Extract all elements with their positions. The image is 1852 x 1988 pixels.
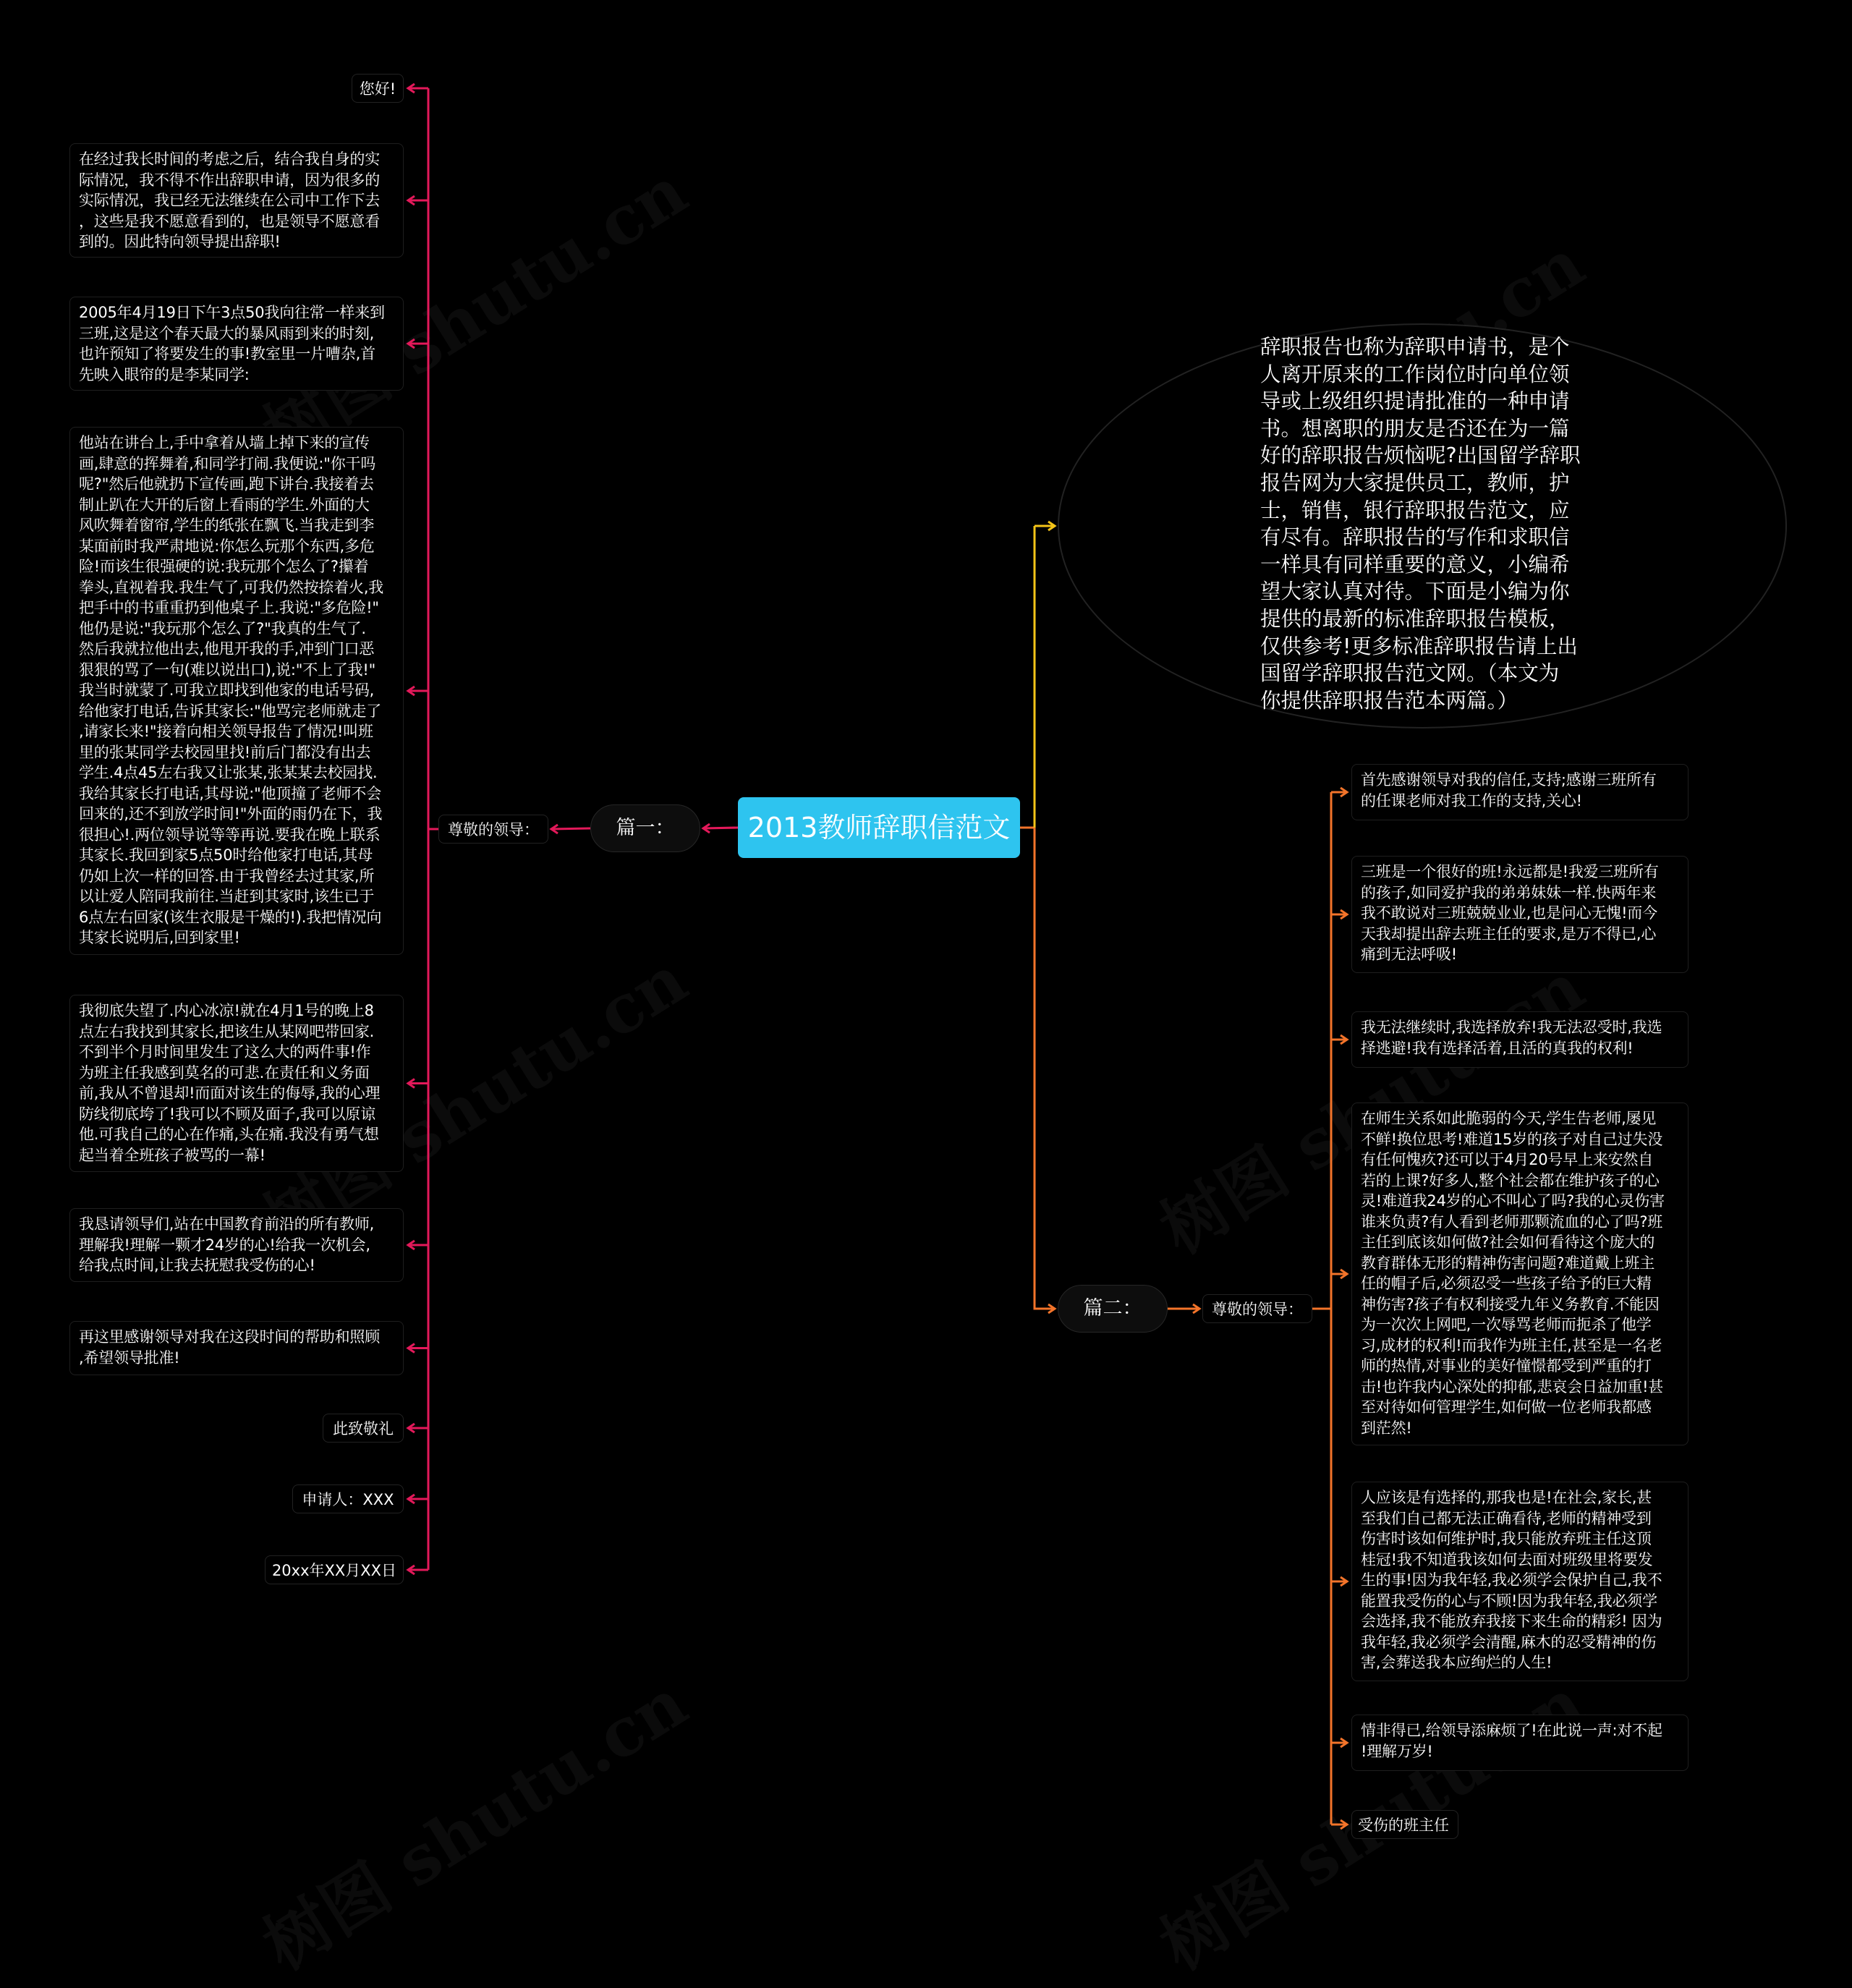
right-leaf[interactable]: 我无法继续时,我选择放弃!我无法忍受时,我选 择逃避!我有选择活着,且活的真我的权利! xyxy=(1351,1011,1689,1068)
branch-part-one[interactable]: 篇一： xyxy=(590,804,700,852)
left-leaf[interactable]: 申请人：XXX xyxy=(292,1484,404,1513)
left-leaf[interactable]: 此致敬礼 xyxy=(323,1414,404,1443)
root-topic[interactable]: 2013教师辞职信范文 xyxy=(738,797,1020,858)
right-salutation-node[interactable]: 尊敬的领导： xyxy=(1202,1294,1312,1323)
edge-part-one-salutation xyxy=(551,828,590,829)
left-leaf[interactable]: 再这里感谢领导对我在这段时间的帮助和照顾 ,希望领导批准! xyxy=(69,1321,404,1375)
right-leaf[interactable]: 情非得已,给领导添麻烦了!在此说一声:对不起 !理解万岁! xyxy=(1351,1715,1689,1771)
left-leaf[interactable]: 2005年4月19日下午3点50我向往常一样来到 三班,这是这个春天最大的暴风雨到来的时刻, 也许预知了将要发生的事!教室里一片嘈杂,首 先映入眼帘的是李某同学: xyxy=(69,297,404,391)
right-leaf[interactable]: 受伤的班主任 xyxy=(1351,1810,1458,1839)
intro-summary-text: 辞职报告也称为辞职申请书，是个 人离开原来的工作岗位时向单位领 导或上级组织提请批准的一种申请 书。想离职的朋友是否还在为一篇 好的辞职报告烦恼呢?出国留学辞职 报告网为大家提供员工，教师，护 士，销售，银行辞职报告范文，应 有尽有。辞职报告的写作和求职信 一样具有同样重要的意义，小编希 望大家认真对待。下面是小编为你 提供的最新的标准辞职报告模板， 仅供参考!更多标准辞职报告请上出 国留学辞职报告范文网。（本文为 你提供辞职报告范本两篇。） xyxy=(1260,335,1581,713)
left-leaf[interactable]: 他站在讲台上,手中拿着从墙上掉下来的宣传 画,肆意的挥舞着,和同学打闹.我便说:"你干吗 呢?"然后他就扔下宣传画,跑下讲台.我接着去 制止趴在大开的后窗上看雨的学生.外面的大 风吹舞着窗帘,学生的纸张在飘飞.当我走到李 某面前时我严肃地说:你怎么玩那个东西,多危 险!而该生很强硬的说:我玩那个怎么了?攥着 拳头,直视着我.我生气了,可我仍然按捺着火,我 把手中的书重重扔到他桌子上.我说:"多危险!" 他仍是说:"我玩那个怎么了?"我真的生气了. 然后我就拉他出去,他甩开我的手,冲到门口恶 狠狠的骂了一句(难以说出口),说:"不上了我!" 我当时就蒙了.可我立即找到他家的电话号码, 给他家打电话,告诉其家长:"他骂完老师就走了 ,请家长来!"接着向相关领导报告了情况!叫班 里的张某同学去校园里找!前后门都没有出去 学生.4点45左右我又让张某,张某某去校园找. 我给其家长打电话,其母说:"他顶撞了老师不会 回来的,还不到放学时间!"外面的雨仍在下，我 很担心!.两位领导说等等再说.要我在晚上联系 其家长.我回到家5点50时给他家打电话,其母 仍如上次一样的回答.由于我曾经去过其家,所 以让爱人陪同我前往.当赶到其家时,该生已于 6点左右回家(该生衣服是干燥的!).我把情况向 其家长说明后,回到家里! xyxy=(69,427,404,955)
left-leaf[interactable]: 在经过我长时间的考虑之后，结合我自身的实 际情况，我不得不作出辞职申请，因为很多的 实际情况，我已经无法继续在公司中工作下去 ，这些是我不愿意看到的，也是领导不愿意看 到的。因此特向领导提出辞职! xyxy=(69,143,404,258)
left-salutation-node[interactable]: 尊敬的领导： xyxy=(438,815,548,844)
right-leaf[interactable]: 人应该是有选择的,那我也是!在社会,家长,甚 至我们自己都无法正确看待,老师的精神受到 伤害时该如何维护时,我只能放弃班主任这顶 桂冠!我不知道我该如何去面对班级里将要发 生的事!因为我年轻,我必须学会保护自己,我不 能置我受伤的心与不顾!因为我年轻,我必须学 会选择,我不能放弃我接下来生命的精彩! 因为 我年轻,我必须学会清醒,麻木的忍受精神的伤 害,会葬送我本应绚烂的人生! xyxy=(1351,1482,1689,1681)
right-leaf[interactable]: 首先感谢领导对我的信任,支持;感谢三班所有 的任课老师对我工作的支持,关心! xyxy=(1351,764,1689,820)
left-leaf[interactable]: 您好! xyxy=(352,74,404,103)
edge-root-part-two xyxy=(1035,828,1055,1309)
branch-part-two[interactable]: 篇二： xyxy=(1058,1285,1168,1333)
left-leaf[interactable]: 我恳请领导们,站在中国教育前沿的所有教师, 理解我!理解一颗才24岁的心!给我一次机会, 给我点时间,让我去抚慰我受伤的心! xyxy=(69,1208,404,1282)
right-leaf[interactable]: 在师生关系如此脆弱的今天,学生告老师,屡见 不鲜!换位思考!难道15岁的孩子对自己过失没 有任何愧疚?还可以于4月20号早上来安然自 若的上课?好多人,整个社会都在维护孩子的心 灵!难道我24岁的心不叫心了吗?我的心灵伤害 谁来负责?有人看到老师那颗流血的心了吗?班 主任到底该如何做?社会如何看待这个庞大的 教育群体无形的精神伤害问题?难道戴上班主 任的帽子后,必须忍受一些孩子给予的巨大精 神伤害?孩子有权利接受九年义务教育.不能因 为一次次上网吧,一次辱骂老师而扼杀了他学 习,成材的权利!而我作为班主任,甚至是一名老 师的热情,对事业的美好憧憬都受到严重的打 击!也许我内心深处的抑郁,悲哀会日益加重!甚 至对待如何管理学生,如何做一位老师我都感 到茫然! xyxy=(1351,1103,1689,1445)
left-leaf[interactable]: 20xx年XX月XX日 xyxy=(265,1555,404,1584)
right-leaf[interactable]: 三班是一个很好的班!永远都是!我爱三班所有 的孩子,如同爱护我的弟弟妹妹一样.快两年来 我不敢说对三班兢兢业业,也是问心无愧!而今 天我却提出辞去班主任的要求,是万不得已,心 痛到无法呼吸! xyxy=(1351,856,1689,973)
left-leaf[interactable]: 我彻底失望了.内心冰凉!就在4月1号的晚上8 点左右我找到其家长,把该生从某网吧带回家. 不到半个月时间里发生了这么大的两件事!作 为班主任我感到莫名的可悲.在责任和义务面 前,我从不曾退却!而面对该生的侮辱,我的心理 防线彻底垮了!我可以不顾及面子,我可以原谅 他.可我自己的心在作痛,头在痛.我没有勇气想 起当着全班孩子被骂的一幕! xyxy=(69,995,404,1172)
